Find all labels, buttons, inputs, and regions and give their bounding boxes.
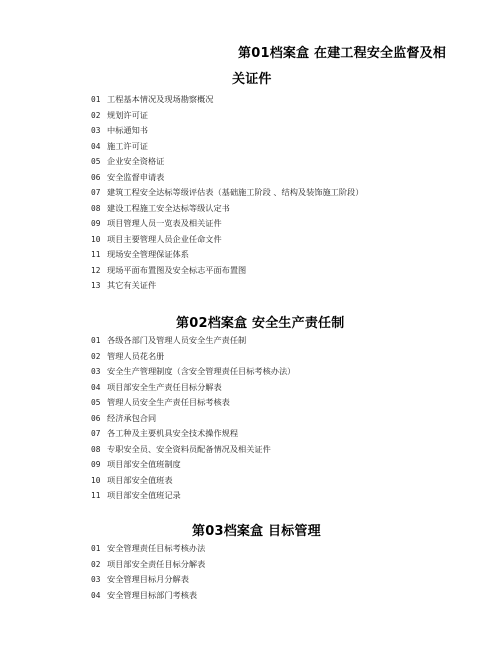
list-item: 05 管理人员安全生产责任目标考核表 [91,397,230,407]
list-item: 04 安全管理目标部门考核表 [91,589,198,600]
list-item: 13 其它有关证件 [91,280,157,290]
list-item: 11 项目部安全值班记录 [91,490,181,500]
list-item: 08 建设工程施工安全达标等级认定书 [91,202,230,213]
section-2-list [91,333,295,504]
list-item: 05 企业安全资格证 [91,156,165,166]
list-item: 08 专职安全员、安全资料员配备情况及相关证件 [91,443,271,454]
list-item: 01 安全管理责任目标考核办法 [91,543,206,553]
list-item: 01 各级各部门及管理人员安全生产责任制 [91,335,247,345]
list-item: 10 项目部安全值班表 [91,474,173,485]
list-item: 02 项目部安全责任目标分解表 [91,558,206,569]
list-item: 04 项目部安全生产责任目标分解表 [91,381,222,392]
section-3-title: 第03档案盒 目标管理 [192,524,321,539]
section-2-title: 第02档案盒 安全生产责任制 [176,316,345,331]
list-item: 10 项目主要管理人员企业任命文件 [91,233,222,244]
section-1-title-line1: 第01档案盒 在建工程安全监督及相 [238,46,447,61]
list-item: 07 建筑工程安全达标等级评估表（基础施工阶段 、结构及装饰施工阶段） [91,187,364,197]
list-item: 06 安全监督申请表 [91,171,165,182]
list-item: 02 规划许可证 [91,109,148,120]
list-item: 01 工程基本情况及现场勘察概况 [91,94,214,104]
section-3-list [91,541,205,603]
list-item: 03 安全管理目标月分解表 [91,574,189,584]
list-item: 11 现场安全管理保证体系 [91,249,189,259]
list-item: 09 项目部安全值班制度 [91,459,181,469]
list-item: 09 项目管理人员一览表及相关证件 [91,218,222,228]
list-item: 02 管理人员花名册 [91,350,165,361]
section-1-title-line2: 关证件 [232,72,272,87]
list-item: 04 施工许可证 [91,140,148,151]
list-item: 07 各工种及主要机具安全技术操作规程 [91,428,239,438]
list-item: 06 经济承包合同 [91,412,157,423]
list-item: 03 安全生产管理制度（含安全管理责任目标考核办法） [91,366,296,376]
list-item: 03 中标通知书 [91,125,148,135]
list-item: 12 现场平面布置图及安全标志平面布置图 [91,264,247,275]
section-1-list [91,92,363,294]
